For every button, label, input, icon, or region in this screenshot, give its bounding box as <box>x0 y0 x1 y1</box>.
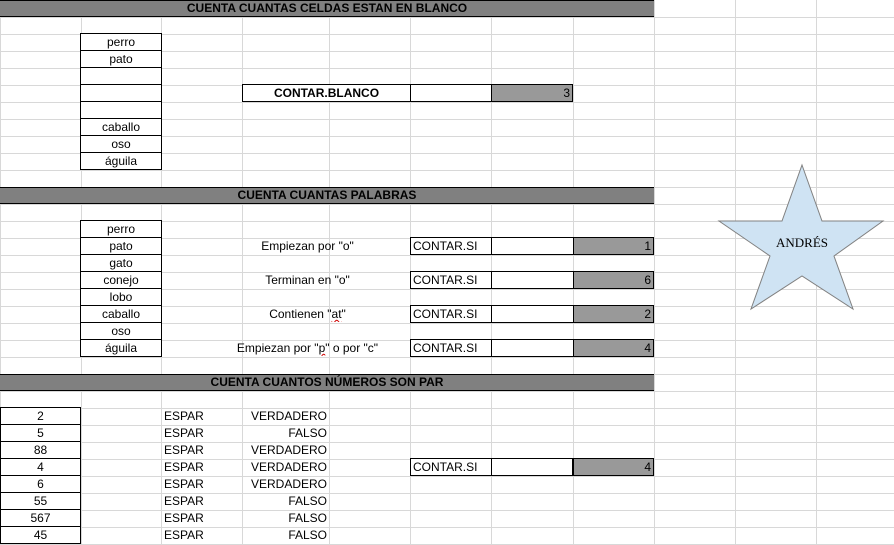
word-cell[interactable]: lobo <box>80 288 162 306</box>
word-cell[interactable]: águila <box>80 339 162 357</box>
word-cell[interactable]: pato <box>80 50 162 68</box>
result-even-count[interactable]: 4 <box>573 458 654 476</box>
function-contar-si[interactable]: CONTAR.SI <box>410 271 492 289</box>
section-header-count-words: CUENTA CUANTAS PALABRAS <box>0 187 654 204</box>
espar-function-cell[interactable]: ESPAR <box>164 511 204 525</box>
espar-function-cell[interactable]: ESPAR <box>164 460 204 474</box>
blank-word-cell[interactable] <box>80 84 162 102</box>
number-cell[interactable]: 5 <box>0 424 81 442</box>
word-cell[interactable]: gato <box>80 254 162 272</box>
empty-cell[interactable] <box>491 458 573 476</box>
espar-result-cell[interactable]: FALSO <box>288 528 327 542</box>
empty-cell[interactable] <box>491 305 574 323</box>
word-cell[interactable]: conejo <box>80 271 162 289</box>
criteria-label <box>205 272 410 288</box>
result-count[interactable]: 1 <box>573 237 654 255</box>
criteria-text: Contienen " <box>269 307 332 321</box>
function-contar-si[interactable]: CONTAR.SI <box>410 237 492 255</box>
espar-result-cell[interactable]: FALSO <box>288 511 327 525</box>
empty-cell[interactable] <box>491 271 574 289</box>
empty-cell[interactable] <box>491 339 574 357</box>
word-cell[interactable]: pato <box>80 237 162 255</box>
number-cell[interactable]: 45 <box>0 526 81 544</box>
result-count[interactable]: 2 <box>573 305 654 323</box>
espar-result-cell[interactable]: VERDADERO <box>250 443 327 457</box>
criteria-text: Empiezan por " <box>236 341 319 355</box>
result-blank-count[interactable]: 3 <box>491 84 573 102</box>
star-label: ANDRÉS <box>775 235 829 250</box>
espar-function-cell[interactable]: ESPAR <box>164 477 204 491</box>
espar-function-cell[interactable]: ESPAR <box>164 443 204 457</box>
criteria-text: Empiezan por "o" <box>261 239 354 253</box>
espar-result-cell[interactable]: FALSO <box>288 494 327 508</box>
criteria-label <box>205 306 410 322</box>
word-cell[interactable]: oso <box>80 135 162 153</box>
section-header-even-numbers: CUENTA CUANTOS NÚMEROS SON PAR <box>0 374 654 391</box>
word-cell[interactable]: águila <box>80 152 162 170</box>
criteria-label <box>205 340 410 356</box>
empty-cell[interactable] <box>491 237 574 255</box>
number-cell[interactable]: 4 <box>0 458 81 476</box>
empty-cell[interactable] <box>410 84 492 102</box>
number-cell[interactable]: 2 <box>0 407 81 425</box>
criteria-text: Terminan en "o" <box>265 273 350 287</box>
word-cell[interactable]: perro <box>80 33 162 51</box>
number-cell[interactable]: 55 <box>0 492 81 510</box>
function-contar-si-even[interactable]: CONTAR.SI <box>410 458 492 476</box>
function-contar-si[interactable]: CONTAR.SI <box>410 339 492 357</box>
espar-result-cell[interactable]: VERDADERO <box>250 409 327 423</box>
function-contar-si[interactable]: CONTAR.SI <box>410 305 492 323</box>
number-cell[interactable]: 6 <box>0 475 81 493</box>
blank-word-cell[interactable] <box>80 67 162 85</box>
result-count[interactable]: 4 <box>573 339 654 357</box>
spellcheck-marked-text: p <box>318 341 326 355</box>
number-cell[interactable]: 88 <box>0 441 81 459</box>
result-count[interactable]: 6 <box>573 271 654 289</box>
espar-function-cell[interactable]: ESPAR <box>164 409 204 423</box>
word-cell[interactable]: caballo <box>80 118 162 136</box>
espar-result-cell[interactable]: VERDADERO <box>250 460 327 474</box>
word-cell[interactable]: caballo <box>80 305 162 323</box>
word-cell[interactable]: oso <box>80 322 162 340</box>
spellcheck-marked-text: at <box>331 307 342 321</box>
criteria-text: " <box>341 307 346 321</box>
number-cell[interactable]: 567 <box>0 509 81 527</box>
espar-function-cell[interactable]: ESPAR <box>164 494 204 508</box>
function-contar-blanco[interactable]: CONTAR.BLANCO <box>242 84 411 102</box>
section-header-blank-cells: CUENTA CUANTAS CELDAS ESTAN EN BLANCO <box>0 0 654 17</box>
espar-function-cell[interactable]: ESPAR <box>164 528 204 542</box>
espar-result-cell[interactable]: VERDADERO <box>250 477 327 491</box>
word-cell[interactable]: perro <box>80 220 162 238</box>
criteria-label <box>205 238 410 254</box>
criteria-text: " o por "c" <box>325 341 379 355</box>
espar-result-cell[interactable]: FALSO <box>288 426 327 440</box>
star-shape[interactable] <box>716 162 888 312</box>
blank-word-cell[interactable] <box>80 101 162 119</box>
espar-function-cell[interactable]: ESPAR <box>164 426 204 440</box>
